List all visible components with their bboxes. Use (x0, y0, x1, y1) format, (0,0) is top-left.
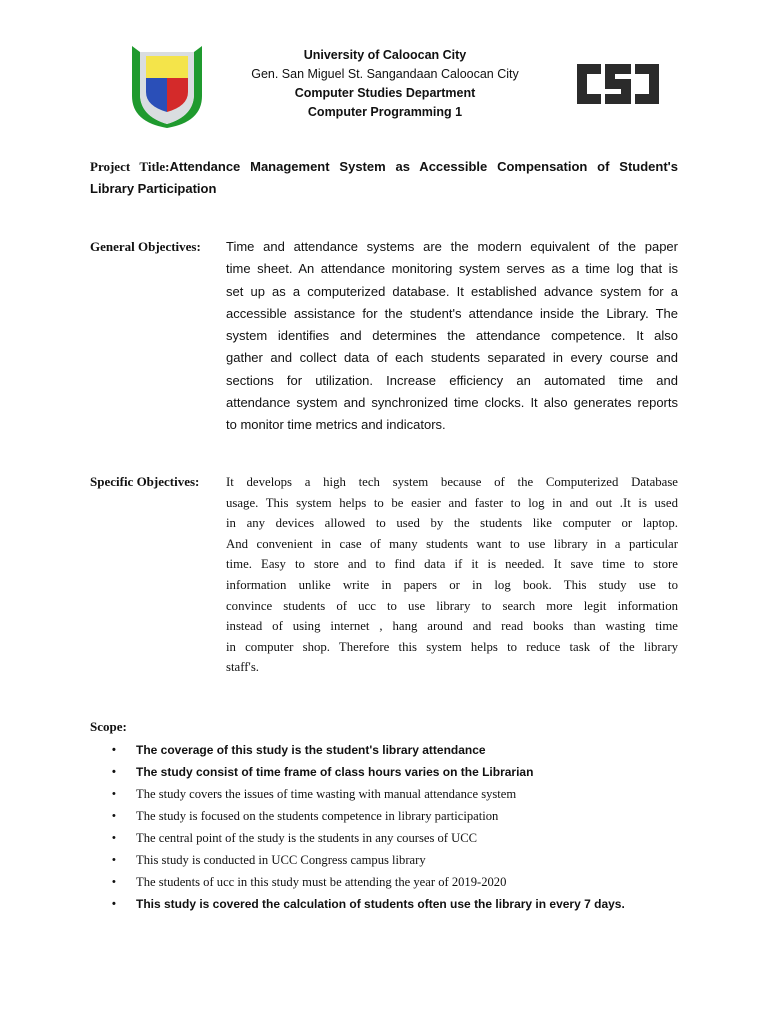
general-objectives-line: set up as a computerized database. It established advance system for a (226, 283, 678, 299)
general-objectives-line: to monitor time metrics and indicators. (226, 417, 446, 433)
bullet-icon: • (112, 744, 116, 756)
specific-objectives-line: in computer shop. Therefore this system helps to reduce task of the library (226, 639, 678, 654)
general-objectives-line: system identifies and determines the attendance competence. It also (226, 328, 678, 344)
scope-list-item (112, 761, 625, 783)
university-name: University of Caloocan City (303, 48, 467, 62)
scope-list-item (112, 805, 625, 827)
scope-item-text: This study is covered the calculation of students often use the library in every 7 days. (136, 897, 625, 911)
general-objectives-line: Time and attendance systems are the modern equivalent of the paper (226, 239, 678, 254)
course-name: Computer Programming 1 (307, 105, 463, 119)
scope-list-item (112, 783, 625, 805)
bullet-icon: • (112, 876, 116, 888)
scope-list (112, 739, 625, 915)
specific-objectives-line: usage. This system helps to be easier and faster to log in and out .It is used (226, 495, 678, 510)
specific-objectives-line: in any devices allowed to used by the students like computer or laptop. (226, 516, 678, 531)
general-objectives-text (226, 236, 678, 437)
scope-item-text: The study covers the issues of time wasting with manual attendance system (136, 787, 517, 801)
university-seal-logo (126, 42, 208, 128)
bullet-icon: • (112, 788, 116, 800)
scope-item-text: The study consist of time frame of class hours varies on the Librarian (136, 765, 534, 779)
scope-list-item (112, 827, 625, 849)
specific-objectives-line: It develops a high tech system because of the Computerized Database (226, 475, 678, 489)
general-objectives-line: gather and collect data of each students separated in every course and (226, 350, 678, 366)
scope-label: Scope: (90, 719, 127, 734)
csd-logo (575, 62, 661, 106)
department-name: Computer Studies Department (294, 86, 476, 100)
scope-item-text: This study is conducted in UCC Congress campus library (136, 853, 426, 867)
scope-list-item (112, 849, 625, 871)
general-objectives-line: attendance system and synchronized time clocks. It also generates reports (226, 395, 678, 411)
bullet-icon: • (112, 898, 116, 910)
project-title-line-2: Library Participation (90, 181, 217, 196)
bullet-icon: • (112, 766, 116, 778)
document-header (230, 46, 540, 122)
general-objectives-line: accessible assistance for the student's attendance inside the Library. The (226, 305, 678, 321)
university-address: Gen. San Miguel St. Sangandaan Caloocan City (251, 67, 519, 81)
specific-objectives-text (226, 472, 678, 678)
general-objectives-label: General Objectives: (90, 239, 201, 254)
specific-objectives-line: And convenient in case of many students want to use library in a particular (226, 536, 678, 551)
scope-item-text: The coverage of this study is the student's library attendance (136, 743, 486, 757)
scope-item-text: The central point of the study is the students in any courses of UCC (136, 831, 478, 845)
specific-objectives-label: Specific Objectives: (90, 474, 200, 489)
specific-objectives-line: instead of using internet , hang around and read books than wasting time (226, 619, 678, 634)
general-objectives-line: time sheet. An attendance monitoring system serves as a time log that is (226, 261, 678, 277)
general-objectives-line: sections for utilization. Increase efficiency an automated time and (226, 372, 678, 388)
project-title (90, 156, 678, 200)
scope-item-text: The students of ucc in this study must be attending the year of 2019-2020 (136, 875, 507, 889)
project-title-label: Project Title: (90, 159, 170, 174)
specific-objectives-line: convince students of ucc to use library to search more legit information (226, 598, 678, 613)
scope-list-item (112, 739, 625, 761)
scope-item-text: The study is focused on the students competence in library participation (136, 809, 499, 823)
scope-list-item (112, 893, 625, 915)
specific-objectives-line: staff's. (226, 660, 259, 675)
project-title-line-1: Attendance Management System as Accessible Compensation of Student's (169, 159, 678, 174)
bullet-icon: • (112, 832, 116, 844)
specific-objectives-line: information unlike write in papers or in log book. This study use to (226, 577, 678, 592)
bullet-icon: • (112, 854, 116, 866)
specific-objectives-line: time. Easy to store and to find data if it is needed. It save time to store (226, 557, 678, 572)
scope-list-item (112, 871, 625, 893)
bullet-icon: • (112, 810, 116, 822)
